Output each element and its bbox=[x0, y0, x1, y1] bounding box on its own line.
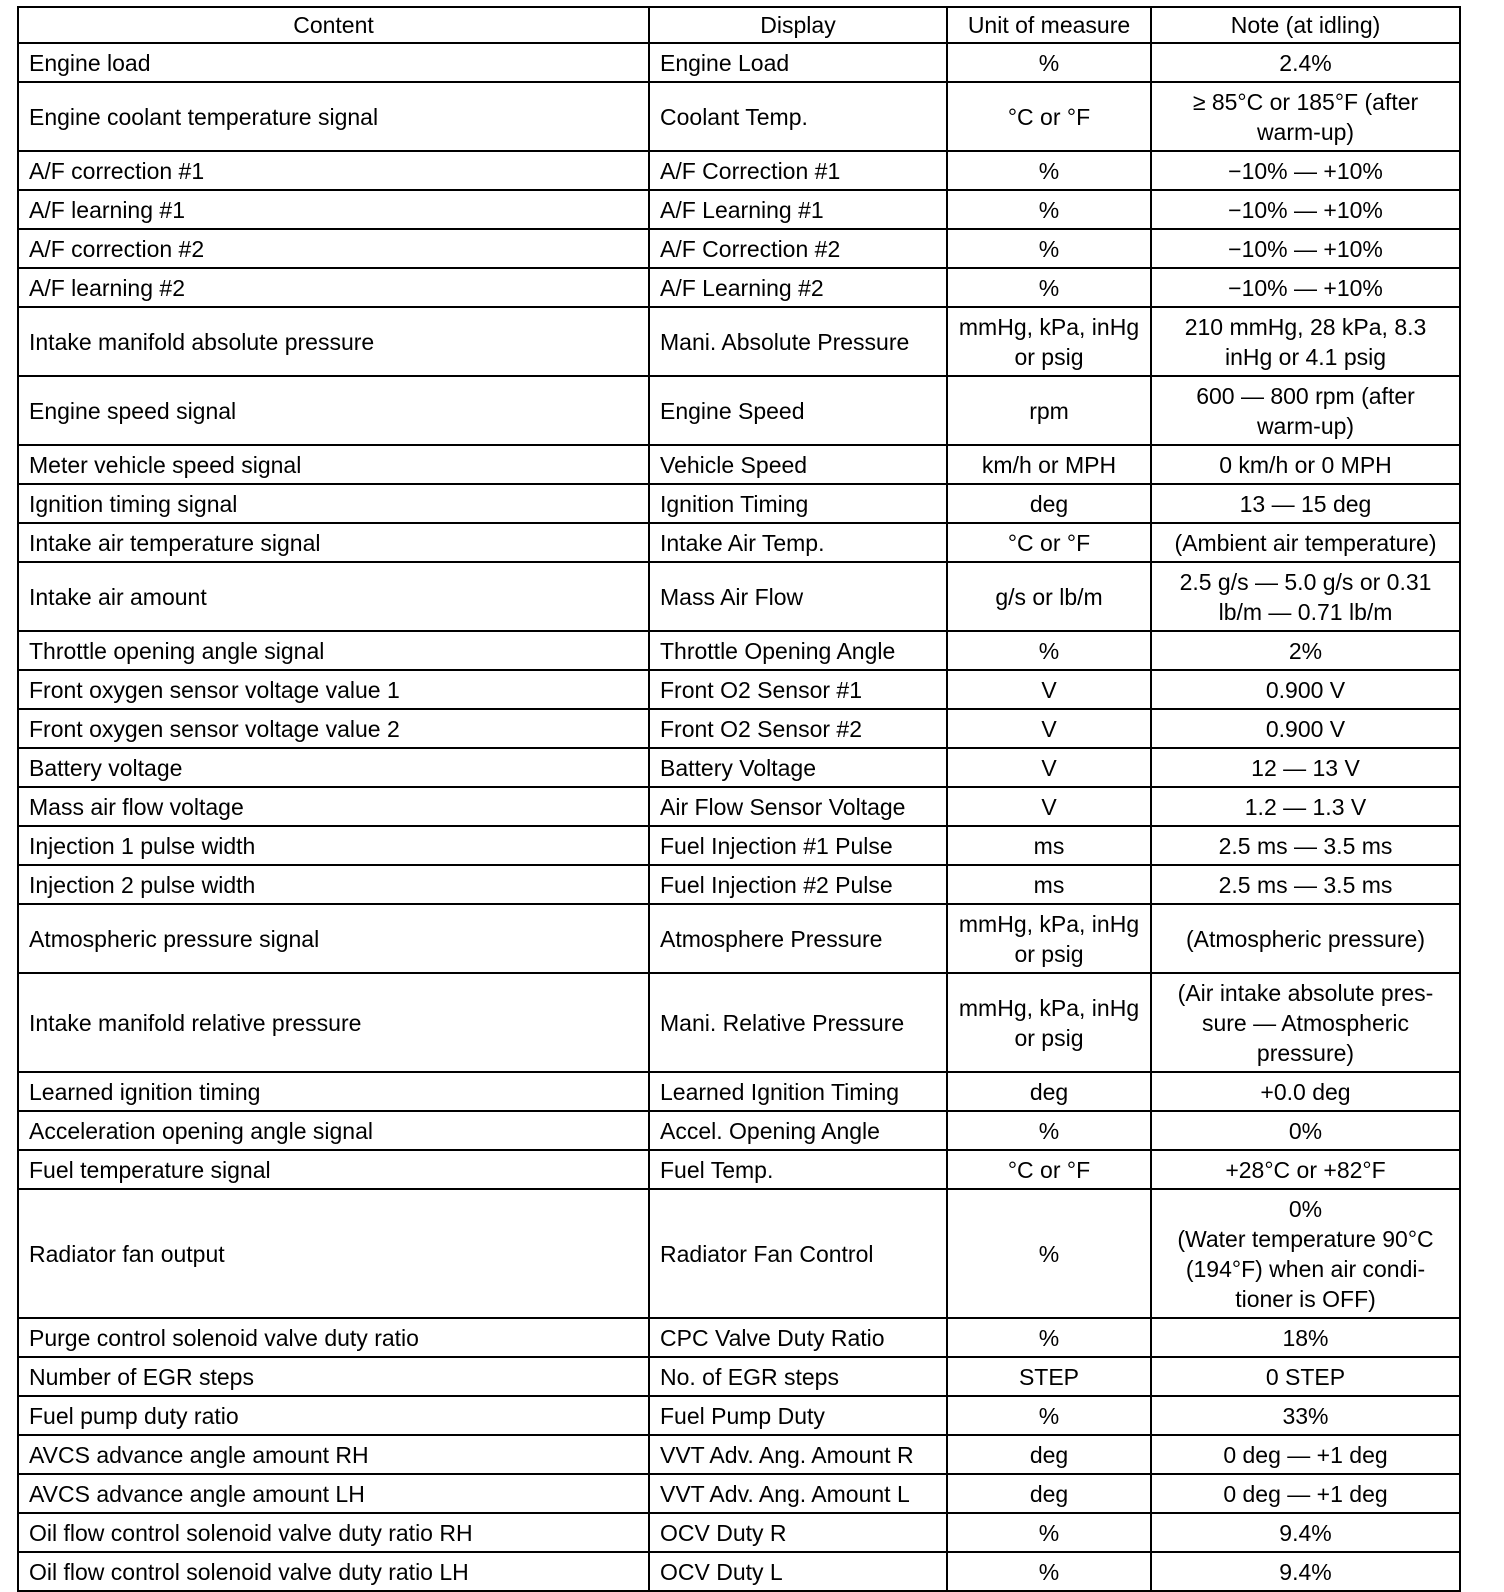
display-cell: Battery Voltage bbox=[649, 748, 947, 787]
display-cell: Throttle Opening Angle bbox=[649, 631, 947, 670]
note-cell: 18% bbox=[1151, 1318, 1460, 1357]
note-cell: 0.900 V bbox=[1151, 670, 1460, 709]
table-row bbox=[18, 631, 1460, 670]
content-cell: Intake air amount bbox=[18, 562, 649, 631]
table-row bbox=[18, 1072, 1460, 1111]
unit-cell: mmHg, kPa, inHg or psig bbox=[947, 904, 1151, 973]
unit-cell: deg bbox=[947, 1435, 1151, 1474]
note-cell: 2.4% bbox=[1151, 43, 1460, 82]
note-cell: +0.0 deg bbox=[1151, 1072, 1460, 1111]
content-cell: A/F correction #2 bbox=[18, 229, 649, 268]
content-cell: Intake air temperature signal bbox=[18, 523, 649, 562]
unit-cell: % bbox=[947, 190, 1151, 229]
display-cell: A/F Correction #2 bbox=[649, 229, 947, 268]
table-row bbox=[18, 865, 1460, 904]
display-cell: Front O2 Sensor #1 bbox=[649, 670, 947, 709]
display-cell: Mani. Absolute Pressure bbox=[649, 307, 947, 376]
unit-cell: % bbox=[947, 1318, 1151, 1357]
table-row bbox=[18, 43, 1460, 82]
content-cell: A/F learning #1 bbox=[18, 190, 649, 229]
table-body bbox=[18, 43, 1460, 1591]
content-cell: Learned ignition timing bbox=[18, 1072, 649, 1111]
content-cell: AVCS advance angle amount RH bbox=[18, 1435, 649, 1474]
header-note: Note (at idling) bbox=[1151, 7, 1460, 43]
display-cell: Mani. Relative Pressure bbox=[649, 973, 947, 1072]
unit-cell: deg bbox=[947, 1072, 1151, 1111]
header-content: Content bbox=[18, 7, 649, 43]
table-row bbox=[18, 787, 1460, 826]
unit-cell: % bbox=[947, 1513, 1151, 1552]
display-cell: Vehicle Speed bbox=[649, 445, 947, 484]
unit-cell: % bbox=[947, 1552, 1151, 1591]
display-cell: Accel. Opening Angle bbox=[649, 1111, 947, 1150]
note-cell: 210 mmHg, 28 kPa, 8.3 inHg or 4.1 psig bbox=[1151, 307, 1460, 376]
display-cell: Engine Load bbox=[649, 43, 947, 82]
unit-cell: V bbox=[947, 670, 1151, 709]
table-row bbox=[18, 268, 1460, 307]
note-cell: −10% — +10% bbox=[1151, 190, 1460, 229]
table-row bbox=[18, 82, 1460, 151]
content-cell: Engine coolant temperature signal bbox=[18, 82, 649, 151]
note-cell: 0.900 V bbox=[1151, 709, 1460, 748]
display-cell: Learned Ignition Timing bbox=[649, 1072, 947, 1111]
note-cell: 2.5 ms — 3.5 ms bbox=[1151, 865, 1460, 904]
content-cell: Fuel pump duty ratio bbox=[18, 1396, 649, 1435]
table-row bbox=[18, 1111, 1460, 1150]
unit-cell: mmHg, kPa, inHg or psig bbox=[947, 307, 1151, 376]
note-cell: 0% bbox=[1151, 1111, 1460, 1150]
content-cell: A/F correction #1 bbox=[18, 151, 649, 190]
unit-cell: STEP bbox=[947, 1357, 1151, 1396]
table-row bbox=[18, 376, 1460, 445]
display-cell: OCV Duty R bbox=[649, 1513, 947, 1552]
display-cell: Coolant Temp. bbox=[649, 82, 947, 151]
content-cell: Intake manifold absolute pressure bbox=[18, 307, 649, 376]
content-cell: Ignition timing signal bbox=[18, 484, 649, 523]
table-row bbox=[18, 1435, 1460, 1474]
table-row bbox=[18, 670, 1460, 709]
content-cell: Oil flow control solenoid valve duty ratio LH bbox=[18, 1552, 649, 1591]
unit-cell: % bbox=[947, 1396, 1151, 1435]
content-cell: Throttle opening angle signal bbox=[18, 631, 649, 670]
display-cell: Intake Air Temp. bbox=[649, 523, 947, 562]
note-cell: 0 STEP bbox=[1151, 1357, 1460, 1396]
table-row bbox=[18, 709, 1460, 748]
display-cell: Engine Speed bbox=[649, 376, 947, 445]
unit-cell: °C or °F bbox=[947, 1150, 1151, 1189]
note-cell: 13 — 15 deg bbox=[1151, 484, 1460, 523]
display-cell: CPC Valve Duty Ratio bbox=[649, 1318, 947, 1357]
table-row bbox=[18, 523, 1460, 562]
content-cell: Injection 1 pulse width bbox=[18, 826, 649, 865]
content-cell: Fuel temperature signal bbox=[18, 1150, 649, 1189]
content-cell: Engine load bbox=[18, 43, 649, 82]
unit-cell: ms bbox=[947, 865, 1151, 904]
table-row bbox=[18, 904, 1460, 973]
content-cell: Engine speed signal bbox=[18, 376, 649, 445]
content-cell: Radiator fan output bbox=[18, 1189, 649, 1318]
data-monitor-table bbox=[17, 6, 1461, 1592]
display-cell: A/F Learning #2 bbox=[649, 268, 947, 307]
table-row bbox=[18, 748, 1460, 787]
note-cell: (Atmospheric pressure) bbox=[1151, 904, 1460, 973]
content-cell: Acceleration opening angle signal bbox=[18, 1111, 649, 1150]
display-cell: Atmosphere Pressure bbox=[649, 904, 947, 973]
note-cell: −10% — +10% bbox=[1151, 151, 1460, 190]
unit-cell: ms bbox=[947, 826, 1151, 865]
content-cell: AVCS advance angle amount LH bbox=[18, 1474, 649, 1513]
table-row bbox=[18, 1474, 1460, 1513]
unit-cell: g/s or lb/m bbox=[947, 562, 1151, 631]
note-cell: 2.5 g/s — 5.0 g/s or 0.31 lb/m — 0.71 lb/m bbox=[1151, 562, 1460, 631]
note-cell: 600 — 800 rpm (after warm-up) bbox=[1151, 376, 1460, 445]
display-cell: No. of EGR steps bbox=[649, 1357, 947, 1396]
note-cell: +28°C or +82°F bbox=[1151, 1150, 1460, 1189]
unit-cell: V bbox=[947, 709, 1151, 748]
table-row bbox=[18, 190, 1460, 229]
note-cell: (Air intake absolute pres- sure — Atmospheric pressure) bbox=[1151, 973, 1460, 1072]
note-cell: 2.5 ms — 3.5 ms bbox=[1151, 826, 1460, 865]
table-row bbox=[18, 307, 1460, 376]
display-cell: Front O2 Sensor #2 bbox=[649, 709, 947, 748]
table-row bbox=[18, 1552, 1460, 1591]
unit-cell: deg bbox=[947, 484, 1151, 523]
table-row bbox=[18, 1396, 1460, 1435]
note-cell: 0 km/h or 0 MPH bbox=[1151, 445, 1460, 484]
display-cell: Mass Air Flow bbox=[649, 562, 947, 631]
note-cell: (Ambient air temperature) bbox=[1151, 523, 1460, 562]
table-row bbox=[18, 1150, 1460, 1189]
display-cell: Fuel Temp. bbox=[649, 1150, 947, 1189]
content-cell: Battery voltage bbox=[18, 748, 649, 787]
note-cell: 2% bbox=[1151, 631, 1460, 670]
unit-cell: % bbox=[947, 631, 1151, 670]
display-cell: Ignition Timing bbox=[649, 484, 947, 523]
table-row bbox=[18, 1513, 1460, 1552]
content-cell: Front oxygen sensor voltage value 1 bbox=[18, 670, 649, 709]
table-row bbox=[18, 1189, 1460, 1318]
unit-cell: V bbox=[947, 748, 1151, 787]
display-cell: Air Flow Sensor Voltage bbox=[649, 787, 947, 826]
content-cell: A/F learning #2 bbox=[18, 268, 649, 307]
table-row bbox=[18, 973, 1460, 1072]
display-cell: Radiator Fan Control bbox=[649, 1189, 947, 1318]
note-cell: 1.2 — 1.3 V bbox=[1151, 787, 1460, 826]
table-row bbox=[18, 151, 1460, 190]
header-row bbox=[18, 7, 1460, 43]
content-cell: Front oxygen sensor voltage value 2 bbox=[18, 709, 649, 748]
unit-cell: % bbox=[947, 1189, 1151, 1318]
content-cell: Mass air flow voltage bbox=[18, 787, 649, 826]
table-row bbox=[18, 1318, 1460, 1357]
unit-cell: °C or °F bbox=[947, 523, 1151, 562]
header-unit: Unit of measure bbox=[947, 7, 1151, 43]
content-cell: Oil flow control solenoid valve duty ratio RH bbox=[18, 1513, 649, 1552]
unit-cell: mmHg, kPa, inHg or psig bbox=[947, 973, 1151, 1072]
header-display: Display bbox=[649, 7, 947, 43]
unit-cell: % bbox=[947, 151, 1151, 190]
display-cell: Fuel Pump Duty bbox=[649, 1396, 947, 1435]
display-cell: OCV Duty L bbox=[649, 1552, 947, 1591]
note-cell: −10% — +10% bbox=[1151, 229, 1460, 268]
unit-cell: km/h or MPH bbox=[947, 445, 1151, 484]
unit-cell: % bbox=[947, 229, 1151, 268]
note-cell: 12 — 13 V bbox=[1151, 748, 1460, 787]
note-cell: 0 deg — +1 deg bbox=[1151, 1474, 1460, 1513]
unit-cell: deg bbox=[947, 1474, 1151, 1513]
display-cell: Fuel Injection #2 Pulse bbox=[649, 865, 947, 904]
table-row bbox=[18, 445, 1460, 484]
note-cell: 9.4% bbox=[1151, 1552, 1460, 1591]
unit-cell: rpm bbox=[947, 376, 1151, 445]
display-cell: Fuel Injection #1 Pulse bbox=[649, 826, 947, 865]
table-row bbox=[18, 484, 1460, 523]
note-cell: −10% — +10% bbox=[1151, 268, 1460, 307]
unit-cell: V bbox=[947, 787, 1151, 826]
content-cell: Number of EGR steps bbox=[18, 1357, 649, 1396]
note-cell: 0 deg — +1 deg bbox=[1151, 1435, 1460, 1474]
unit-cell: % bbox=[947, 1111, 1151, 1150]
note-cell: 33% bbox=[1151, 1396, 1460, 1435]
display-cell: VVT Adv. Ang. Amount R bbox=[649, 1435, 947, 1474]
table-row bbox=[18, 1357, 1460, 1396]
content-cell: Purge control solenoid valve duty ratio bbox=[18, 1318, 649, 1357]
table-row bbox=[18, 562, 1460, 631]
content-cell: Injection 2 pulse width bbox=[18, 865, 649, 904]
table-row bbox=[18, 229, 1460, 268]
note-cell: 9.4% bbox=[1151, 1513, 1460, 1552]
display-cell: A/F Learning #1 bbox=[649, 190, 947, 229]
display-cell: A/F Correction #1 bbox=[649, 151, 947, 190]
table-row bbox=[18, 826, 1460, 865]
content-cell: Atmospheric pressure signal bbox=[18, 904, 649, 973]
note-cell: 0% (Water temperature 90°C (194°F) when air condi- tioner is OFF) bbox=[1151, 1189, 1460, 1318]
display-cell: VVT Adv. Ang. Amount L bbox=[649, 1474, 947, 1513]
unit-cell: °C or °F bbox=[947, 82, 1151, 151]
unit-cell: % bbox=[947, 268, 1151, 307]
note-cell: ≥ 85°C or 185°F (after warm-up) bbox=[1151, 82, 1460, 151]
content-cell: Meter vehicle speed signal bbox=[18, 445, 649, 484]
unit-cell: % bbox=[947, 43, 1151, 82]
content-cell: Intake manifold relative pressure bbox=[18, 973, 649, 1072]
